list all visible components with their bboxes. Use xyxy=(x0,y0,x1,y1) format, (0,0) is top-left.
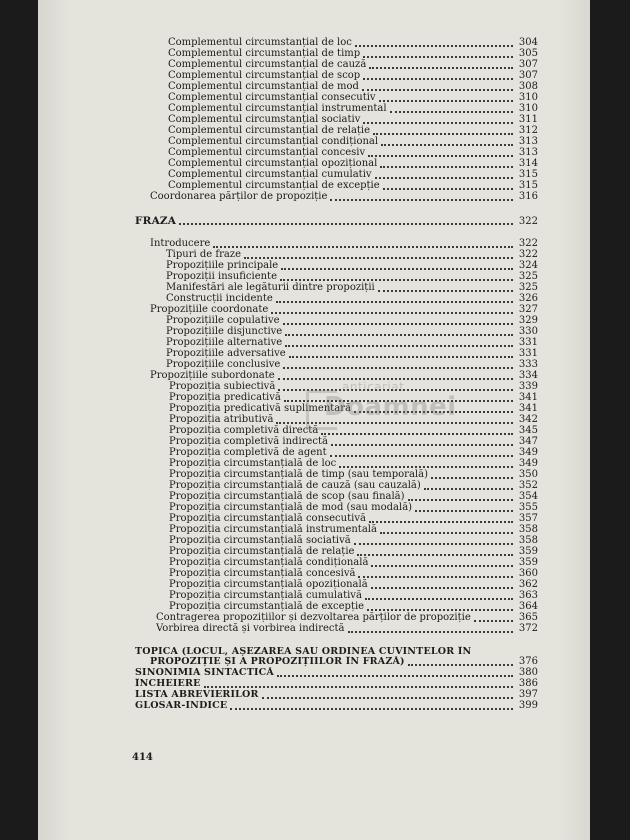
toc-entry-label: Complementul circumstanțial consecutiv xyxy=(168,92,376,103)
toc-leader-dots xyxy=(262,690,513,699)
toc-leader-dots xyxy=(244,250,513,259)
toc-entry-page: 354 xyxy=(518,491,538,502)
toc-leader-dots xyxy=(383,181,513,190)
toc-entry-page: 325 xyxy=(518,282,538,293)
toc-leader-dots xyxy=(431,470,513,479)
toc-entry-page: 324 xyxy=(518,260,538,271)
toc-leader-dots xyxy=(363,115,513,124)
toc-entry-label: Complementul circumstanțial cumulativ xyxy=(168,169,372,180)
toc-leader-dots xyxy=(277,668,513,677)
toc-entry-page: 327 xyxy=(518,304,538,315)
toc-entry-label: Vorbirea directă și vorbirea indirectă xyxy=(156,623,345,634)
toc-entry-page: 397 xyxy=(518,689,538,700)
toc-entry-label: Propoziția circumstanțială de cauză (sau cauzală) xyxy=(169,480,421,491)
toc-entry-page: 329 xyxy=(518,315,538,326)
toc-entry-label: Complementul circumstanțial concesiv xyxy=(168,147,366,158)
toc-leader-dots xyxy=(283,360,513,369)
toc-leader-dots xyxy=(380,159,513,168)
toc-entry-label: Coordonarea părților de propoziție xyxy=(150,191,328,202)
toc-entry-page: 349 xyxy=(518,458,538,469)
toc-entry-page: 352 xyxy=(518,480,538,491)
toc-entry-label: PROPOZIȚIE ȘI A PROPOZIȚIILOR ÎN FRAZĂ) xyxy=(150,656,405,667)
toc-leader-dots xyxy=(363,49,513,58)
toc-entry-label: Propoziția circumstanțială concesivă xyxy=(169,568,356,579)
toc-entry-page: 358 xyxy=(518,524,538,535)
toc-entry-label: SINONIMIA SINTACTICĂ xyxy=(135,667,274,678)
toc-entry-page: 314 xyxy=(518,158,538,169)
toc-entry-label: Propoziția circumstanțială de relație xyxy=(169,546,355,557)
toc-entry-label: Complementul circumstanțial de scop xyxy=(168,70,361,81)
toc-entry-page: 363 xyxy=(518,590,538,601)
toc-leader-dots xyxy=(368,148,513,157)
toc-leader-dots xyxy=(390,104,513,113)
toc-entry-page: 365 xyxy=(518,612,538,623)
toc-entry-label: Propoziția atributivă xyxy=(169,414,274,425)
watermark-line1: anticariat xyxy=(342,380,405,394)
toc-leader-dots xyxy=(230,701,513,710)
toc-leader-dots xyxy=(283,316,513,325)
toc-entry-page: 305 xyxy=(518,48,538,59)
toc-leader-dots xyxy=(321,426,513,435)
toc-entry-label: Contragerea propozițiilor și dezvoltarea părților de propoziție xyxy=(156,612,471,623)
toc-entry-label: Complementul circumstanțial de mod xyxy=(168,81,359,92)
toc-leader-dots xyxy=(357,547,513,556)
toc-entry-page: 307 xyxy=(518,70,538,81)
toc-entry-page: 347 xyxy=(518,436,538,447)
toc-entry-page: 322 xyxy=(518,238,538,249)
toc-entry-page: 310 xyxy=(518,103,538,114)
toc-entry-page: 362 xyxy=(518,579,538,590)
toc-leader-dots xyxy=(380,525,513,534)
toc-entry-label: Complementul circumstanțial de excepție xyxy=(168,180,380,191)
toc-entry-label: Propoziția predicativă xyxy=(169,392,281,403)
toc-leader-dots xyxy=(378,283,513,292)
toc-entry-page: 330 xyxy=(518,326,538,337)
toc-leader-dots xyxy=(424,481,513,490)
toc-leader-dots xyxy=(367,602,513,611)
toc-entry-page: 359 xyxy=(518,546,538,557)
toc-entry-page: 333 xyxy=(518,359,538,370)
toc-entry-label: Complementul circumstanțial de timp xyxy=(168,48,361,59)
toc-leader-dots xyxy=(331,437,513,446)
toc-leader-dots xyxy=(415,503,513,512)
toc-entry-label: Propozițiile alternative xyxy=(166,337,283,348)
toc-leader-dots xyxy=(354,404,513,413)
toc-entry-label: Propoziția circumstanțială de loc xyxy=(169,458,337,469)
toc-entry-page: 322 xyxy=(518,216,538,227)
toc-entry xyxy=(150,191,538,203)
toc-entry-label: Complementul circumstanțial de loc xyxy=(168,37,352,48)
toc-leader-dots xyxy=(213,239,513,248)
toc-entry-page: 311 xyxy=(518,114,538,125)
toc-entry-label: Complementul circumstanțial sociativ xyxy=(168,114,361,125)
toc-entry-page: 308 xyxy=(518,81,538,92)
toc-leader-dots xyxy=(204,679,513,688)
toc-leader-dots xyxy=(355,38,513,47)
toc-entry-page: 341 xyxy=(518,403,538,414)
toc-entry-label: Propoziția completivă indirectă xyxy=(169,436,328,447)
toc-leader-dots xyxy=(271,305,513,314)
toc-leader-dots xyxy=(354,536,513,545)
toc-entry-page: 304 xyxy=(518,37,538,48)
toc-entry-page: 359 xyxy=(518,557,538,568)
toc-entry-label: Complementul circumstanțial opozițional xyxy=(168,158,378,169)
toc-leader-dots xyxy=(369,514,513,523)
toc-entry-page: 380 xyxy=(518,667,538,678)
toc-leader-dots xyxy=(362,82,513,91)
toc-entry-page: 312 xyxy=(518,125,538,136)
toc-leader-dots xyxy=(379,93,513,102)
toc-entry-label: LISTA ABREVIERILOR xyxy=(135,689,259,700)
toc-entry-label: TOPICA (LOCUL, AȘEZAREA SAU ORDINEA CUVINTELOR ÎN xyxy=(135,646,472,657)
toc-entry-page: 357 xyxy=(518,513,538,524)
toc-leader-dots xyxy=(348,624,513,633)
toc-entry-label: Propoziția circumstanțială opozițională xyxy=(169,579,368,590)
toc-entry-page: 372 xyxy=(518,623,538,634)
book-page xyxy=(38,0,590,840)
toc-leader-dots xyxy=(371,580,513,589)
toc-entry-label: Propoziția predicativă suplimentară xyxy=(169,403,351,414)
toc-section-heading xyxy=(135,215,538,227)
toc-entry-label: Propoziția circumstanțială consecutivă xyxy=(169,513,366,524)
toc-entry-label: Propozițiile copulative xyxy=(166,315,280,326)
toc-leader-dots xyxy=(284,393,513,402)
watermark-line2: Doamnei xyxy=(324,392,457,422)
toc-leader-dots xyxy=(369,60,513,69)
toc-entry-page: 349 xyxy=(518,447,538,458)
toc-entry-page: 339 xyxy=(518,381,538,392)
toc-entry-label: Propozițiile disjunctive xyxy=(166,326,283,337)
toc-entry-page: 341 xyxy=(518,392,538,403)
toc-leader-dots xyxy=(280,272,513,281)
toc-leader-dots xyxy=(330,448,513,457)
toc-entry-label: Manifestări ale legăturii dintre propoziții xyxy=(166,282,375,293)
toc-entry-label: Tipuri de fraze xyxy=(166,249,241,260)
toc-entry-label: Propoziția circumstanțială de excepție xyxy=(169,601,365,612)
toc-leader-dots xyxy=(278,382,513,391)
toc-entry-label: Complementul circumstanțial instrumental xyxy=(168,103,387,114)
toc-entry-label: Propoziția circumstanțială condițională xyxy=(169,557,369,568)
toc-leader-dots xyxy=(474,613,513,622)
toc-leader-dots xyxy=(339,459,513,468)
toc-entry-page: 358 xyxy=(518,535,538,546)
toc-entry-page: 315 xyxy=(518,169,538,180)
toc-entry-label: Complementul circumstanțial condițional xyxy=(168,136,379,147)
toc-entry-page: 315 xyxy=(518,180,538,191)
toc-entry-label: Complementul circumstanțial de relație xyxy=(168,125,371,136)
toc-entry-page: 310 xyxy=(518,92,538,103)
toc-leader-dots xyxy=(289,349,513,358)
toc-leader-dots xyxy=(330,192,513,201)
toc-section-heading xyxy=(135,700,538,712)
toc-leader-dots xyxy=(285,327,513,336)
toc-entry-label: Propozițiile subordonate xyxy=(150,370,275,381)
toc-entry-label: Propoziția circumstanțială cumulativă xyxy=(169,590,362,601)
toc-entry-label: Introducere xyxy=(150,238,211,249)
table-of-contents xyxy=(38,0,590,840)
toc-leader-dots xyxy=(363,71,513,80)
toc-leader-dots xyxy=(373,126,513,135)
toc-entry-label: GLOSAR-INDICE xyxy=(135,700,228,711)
toc-entry-page: 313 xyxy=(518,136,538,147)
page-number: 414 xyxy=(132,752,153,763)
toc-entry-page: 386 xyxy=(518,678,538,689)
toc-leader-dots xyxy=(408,657,513,666)
toc-entry-label: Propoziția circumstanțială sociativă xyxy=(169,535,351,546)
toc-entry-label: Propoziția circumstanțială instrumentală xyxy=(169,524,377,535)
toc-entry-label: Propoziția subiectivă xyxy=(169,381,276,392)
toc-entry-label: Propoziția completivă de agent xyxy=(169,447,327,458)
toc-entry-label: Propoziția circumstanțială de timp (sau temporală) xyxy=(169,469,428,480)
toc-leader-dots xyxy=(276,415,513,424)
toc-entry-label: Propoziția circumstanțială de mod (sau modală) xyxy=(169,502,413,513)
toc-leader-dots xyxy=(278,371,513,380)
toc-entry-page: 331 xyxy=(518,348,538,359)
toc-leader-dots xyxy=(371,558,513,567)
toc-entry xyxy=(156,623,538,635)
toc-entry-label: FRAZA xyxy=(135,215,177,227)
toc-entry-page: 307 xyxy=(518,59,538,70)
toc-entry-page: 331 xyxy=(518,337,538,348)
toc-entry-page: 355 xyxy=(518,502,538,513)
toc-entry-label: Propozițiile adversative xyxy=(166,348,286,359)
toc-entry-label: Propozițiile conclusive xyxy=(166,359,281,370)
toc-leader-dots xyxy=(408,492,513,501)
toc-entry-page: 334 xyxy=(518,370,538,381)
toc-entry-page: 345 xyxy=(518,425,538,436)
toc-entry-page: 376 xyxy=(518,656,538,667)
toc-entry-page: 399 xyxy=(518,700,538,711)
toc-entry-label: Propozițiile principale xyxy=(166,260,279,271)
toc-entry-page: 364 xyxy=(518,601,538,612)
toc-entry-page: 316 xyxy=(518,191,538,202)
toc-entry-label: ÎNCHEIERE xyxy=(135,678,201,689)
toc-entry-page: 325 xyxy=(518,271,538,282)
toc-entry-page: 342 xyxy=(518,414,538,425)
toc-entry-label: Propoziția completivă directă xyxy=(169,425,319,436)
toc-entry-page: 350 xyxy=(518,469,538,480)
toc-leader-dots xyxy=(365,591,513,600)
toc-entry-page: 322 xyxy=(518,249,538,260)
toc-entry-label: Propoziția circumstanțială de scop (sau finală) xyxy=(169,491,405,502)
toc-entry-label: Construcții incidente xyxy=(166,293,273,304)
toc-entry-label: Complementul circumstanțial de cauză xyxy=(168,59,367,70)
toc-entry-page: 313 xyxy=(518,147,538,158)
toc-leader-dots xyxy=(358,569,513,578)
toc-entry-label: Propoziții insuficiente xyxy=(166,271,277,282)
toc-leader-dots xyxy=(179,216,513,225)
toc-leader-dots xyxy=(375,170,513,179)
toc-leader-dots xyxy=(281,261,513,270)
toc-entry-label: Propozițiile coordonate xyxy=(150,304,269,315)
toc-leader-dots xyxy=(285,338,513,347)
toc-leader-dots xyxy=(276,294,513,303)
toc-entry-page: 360 xyxy=(518,568,538,579)
toc-entry-page: 326 xyxy=(518,293,538,304)
toc-leader-dots xyxy=(381,137,513,146)
